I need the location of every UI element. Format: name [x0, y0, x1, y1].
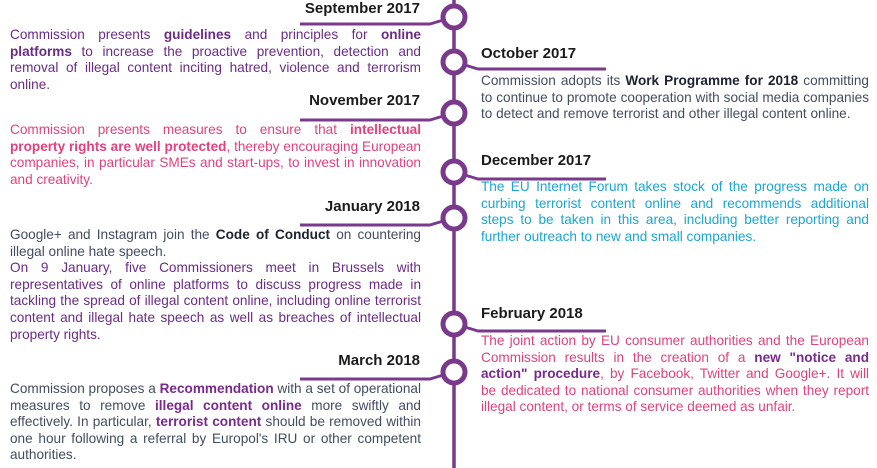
body-text: with a set of operational measures to remove: [10, 381, 422, 413]
entry-text-march-2018: [10, 381, 421, 464]
entry-text-october-2017: [481, 73, 869, 123]
body-text: more swiftly and effectively. In particular,: [10, 397, 421, 430]
entry-text-december-2017: [481, 179, 869, 245]
highlight-text: new "notice and action" procedure: [481, 349, 869, 382]
highlight-text: illegal content online: [154, 397, 302, 413]
timeline-node: [443, 6, 465, 28]
timeline-node: [443, 361, 465, 383]
body-text: , by Facebook, Twitter and Google+. It will be dedicated to national consumer authorities when they report illegal content, or terms of service deemed as unfair.: [481, 366, 869, 415]
body-text: Commission proposes a: [10, 381, 160, 396]
body-text: On 9 January, five Commissioners meet in Brussels with representatives of online platforms to discuss progress made in tackling the spread of illegal content online, including online terrorist content and illegal hate speech as well as breaches of intellectual property rights.: [10, 260, 421, 342]
timeline-connector: [458, 325, 606, 331]
body-text: Google+ and Instagram join the: [10, 227, 216, 242]
body-text: should be removed within one hour following a referral by Europol's IRU or other competent authorities.: [10, 414, 421, 463]
body-text: to increase the proactive prevention, detection and removal of illegal content inciting hatred, violence and terrorism online.: [10, 43, 421, 92]
entry-text-january-2018-a: [10, 227, 421, 260]
body-text: The joint action by EU consumer authorities and the European Commission results in the creation of a: [481, 333, 869, 365]
timeline-node: [443, 313, 465, 335]
body-text: Commission presents: [10, 27, 164, 42]
timeline-connector: [300, 18, 450, 24]
highlight-text: Recommendation: [159, 381, 274, 396]
highlight-text: terrorist content: [155, 414, 262, 430]
body-text: and principles for: [231, 27, 381, 42]
timeline-node: [443, 102, 465, 124]
entry-text-january-2018: [10, 227, 421, 343]
entry-text-january-2018-b: [10, 260, 421, 343]
highlight-text: guidelines: [163, 27, 232, 42]
date-march-2018: March 2018: [338, 352, 420, 369]
entry-text-november-2017: [10, 122, 421, 188]
date-december-2017: December 2017: [481, 152, 592, 169]
timeline-node: [443, 207, 465, 229]
highlight-text: intellectual property rights are well protected: [10, 122, 421, 154]
body-text: The EU Internet Forum takes stock of the progress made on curbing terrorist content online and recommends additional steps to be taken in this area, including better reporting and further outreach to new and small companies.: [481, 179, 869, 244]
body-text: committing to continue to promote cooperation with social media companies to detect and remove terrorist and other illegal content online.: [481, 73, 869, 122]
highlight-text: online platforms: [10, 27, 421, 59]
body-text: , thereby encouraging European companies, in particular SMEs and start-ups, to invest in innovation and creativity.: [10, 138, 421, 187]
body-text: on countering illegal online hate speech.: [10, 227, 421, 259]
timeline-node: [443, 51, 465, 73]
highlight-text: Work Programme for 2018: [625, 73, 799, 88]
timeline-connector: [300, 219, 450, 225]
date-september-2017: September 2017: [304, 0, 420, 17]
timeline-connector: [300, 373, 450, 379]
highlight-text: Code of Conduct: [215, 227, 331, 242]
date-february-2018: February 2018: [481, 305, 583, 322]
entry-text-february-2018: [481, 333, 869, 416]
timeline-node: [443, 161, 465, 183]
body-text: Commission presents measures to ensure that: [10, 122, 350, 137]
timeline-connector: [300, 114, 450, 120]
body-text: Commission adopts its: [481, 73, 626, 88]
timeline-connector: [458, 63, 606, 69]
date-january-2018: January 2018: [324, 198, 420, 215]
date-november-2017: November 2017: [309, 92, 420, 109]
entry-text-september-2017: [10, 27, 421, 93]
date-october-2017: October 2017: [481, 45, 577, 62]
